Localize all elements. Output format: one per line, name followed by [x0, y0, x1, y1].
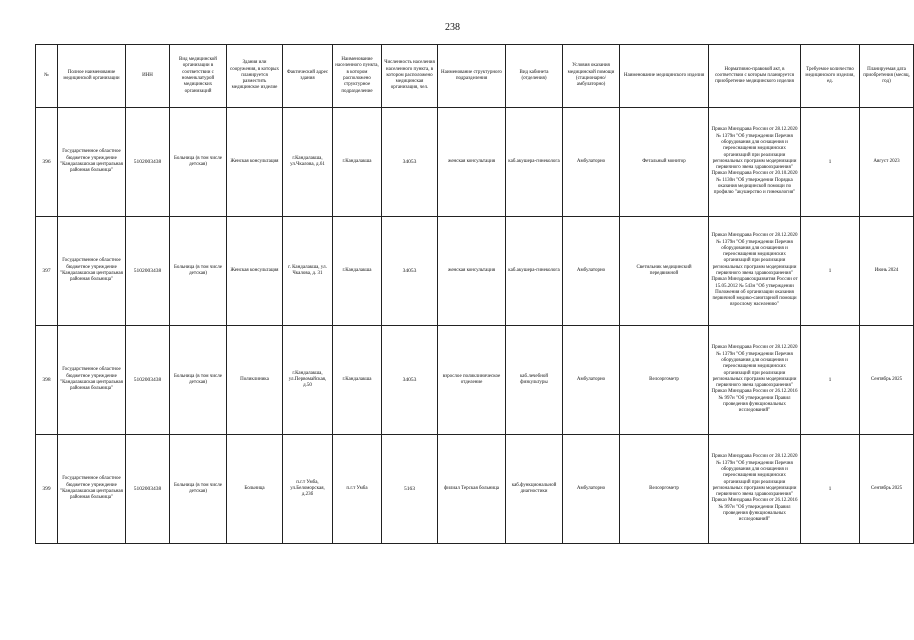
- header-num: №: [36, 45, 58, 108]
- cell-inn: 5102003438: [126, 326, 170, 435]
- table-row: [36, 217, 914, 326]
- header-locality: Наименование населенного пункта, в котором расположено структурное подразделение: [333, 45, 382, 108]
- cell-date: Июнь 2024: [860, 217, 914, 326]
- cell-org: Государственное областное бюджетное учреждение "Кандалакшская центральная районная больница": [58, 326, 126, 435]
- header-act: Нормативно-правовой акт, в соответствии с которым планируется приобретение медицинского изделия: [709, 45, 801, 108]
- cell-unit: филиал Терская больница: [438, 435, 506, 544]
- cell-num: 396: [36, 108, 58, 217]
- cell-locality: г.Кандалакша: [333, 326, 382, 435]
- cell-locality: г.Кандалакша: [333, 108, 382, 217]
- cell-qty: 1: [801, 217, 860, 326]
- cell-address: г.Кандалакша, ул.Первомайская, д.50: [283, 326, 333, 435]
- cell-act: Приказ Минздрава России от 28.12.2020 № 1379н "Об утверждении Перечня оборудования для оснащения и переоснащения медицинских организаций при реализации региональных программ модернизации первичного звена здравоохранения" Приказ Минздрава России от 20.10.2020 № 1130н "Об утверждении Порядка оказания медицинской помощи по профилю "акушерство и гинекология": [709, 108, 801, 217]
- cell-conditions: Амбулаторно: [563, 217, 620, 326]
- cell-unit: женская консультация: [438, 108, 506, 217]
- cell-act: Приказ Минздрава России от 28.12.2020 № 1379н "Об утверждении Перечня оборудования для оснащения и переоснащения медицинских организаций при реализации региональных программ модернизации первичного звена здравоохранения" Приказ Минздрава России от 26.12.2016 № 997н "Об утверждении Правил проведения функциональных исследований": [709, 326, 801, 435]
- cell-building: Больница: [227, 435, 283, 544]
- cell-device: Велоэргометр: [620, 326, 709, 435]
- cell-population: 34053: [382, 108, 438, 217]
- cell-org: Государственное областное бюджетное учреждение "Кандалакшская центральная районная больница": [58, 217, 126, 326]
- cell-population: 34053: [382, 217, 438, 326]
- header-conditions: Условия оказания медицинской помощи (стационарно/амбулаторно): [563, 45, 620, 108]
- header-qty: Требуемое количество медицинского изделия, ед.: [801, 45, 860, 108]
- cell-building: Женская консультация: [227, 108, 283, 217]
- cell-unit: женская консультация: [438, 217, 506, 326]
- cell-population: 34053: [382, 326, 438, 435]
- cell-num: 399: [36, 435, 58, 544]
- cell-org-type: Больница (в том числе детская): [170, 435, 227, 544]
- cell-num: 397: [36, 217, 58, 326]
- equipment-table: [35, 44, 914, 544]
- cell-conditions: Амбулаторно: [563, 326, 620, 435]
- cell-date: Август 2023: [860, 108, 914, 217]
- cell-building: Женская консультация: [227, 217, 283, 326]
- cell-address: г. Кандалакша, ул. Чкалова, д. 31: [283, 217, 333, 326]
- header-inn: ИНН: [126, 45, 170, 108]
- cell-inn: 5102003438: [126, 108, 170, 217]
- cell-org: Государственное областное бюджетное учреждение "Кандалакшская центральная районная больница": [58, 108, 126, 217]
- cell-cabinet: каб.функциональной диагностики: [506, 435, 563, 544]
- header-device: Наименование медицинского изделия: [620, 45, 709, 108]
- cell-num: 398: [36, 326, 58, 435]
- cell-cabinet: каб.акушера-гинеколога: [506, 217, 563, 326]
- cell-org-type: Больница (в том числе детская): [170, 217, 227, 326]
- cell-date: Сентябрь 2025: [860, 435, 914, 544]
- table-row: [36, 435, 914, 544]
- cell-building: Поликлиника: [227, 326, 283, 435]
- header-org-type: Вид медицинской организации в соответствии с номенклатурой медицинских организаций: [170, 45, 227, 108]
- cell-org-type: Больница (в том числе детская): [170, 108, 227, 217]
- cell-address: п.г.т Умба, ул.Беломорская, д.23б: [283, 435, 333, 544]
- header-unit: Наименование структурного подразделения: [438, 45, 506, 108]
- header-address: Фактический адрес здания: [283, 45, 333, 108]
- header-building: Здания или сооружения, в которых планируется разместить медицинское изделие: [227, 45, 283, 108]
- cell-act: Приказ Минздрава России от 28.12.2020 № 1379н "Об утверждении Перечня оборудования для оснащения и переоснащения медицинских организаций при реализации региональных программ модернизации первичного звена здравоохранения" Приказ Минздравсоцразвития России от 15.05.2012 № 543н "Об утверждении Положения об организации оказания первичной медико-санитарной помощи взрослому населению": [709, 217, 801, 326]
- header-row: [36, 45, 914, 108]
- cell-device: Фетальный монитор: [620, 108, 709, 217]
- cell-qty: 1: [801, 435, 860, 544]
- table-row: [36, 108, 914, 217]
- cell-cabinet: каб.акушера-гинеколога: [506, 108, 563, 217]
- cell-conditions: Амбулаторно: [563, 108, 620, 217]
- cell-org: Государственное областное бюджетное учреждение "Кандалакшская центральная районная больница": [58, 435, 126, 544]
- cell-locality: г.Кандалакша: [333, 217, 382, 326]
- header-population: Численность населения населенного пункта, в котором расположено медицинская организация, чел.: [382, 45, 438, 108]
- cell-inn: 5102003438: [126, 435, 170, 544]
- cell-address: г.Кандалакша, ул.Чкалова, д.61: [283, 108, 333, 217]
- cell-unit: взрослое поликлиническое отделение: [438, 326, 506, 435]
- cell-locality: п.г.т Умба: [333, 435, 382, 544]
- cell-org-type: Больница (в том числе детская): [170, 326, 227, 435]
- cell-act: Приказ Минздрава России от 28.12.2020 № 1379н "Об утверждении Перечня оборудования для оснащения и переоснащения медицинских организаций при реализации региональных программ модернизации первичного звена здравоохранения" Приказ Минздрава России от 26.12.2016 № 997н "Об утверждении Правил проведения функциональных исследований": [709, 435, 801, 544]
- cell-device: Велоэргометр: [620, 435, 709, 544]
- cell-population: 5163: [382, 435, 438, 544]
- cell-qty: 1: [801, 326, 860, 435]
- cell-device: Светильник медицинский передвижной: [620, 217, 709, 326]
- cell-cabinet: каб.лечебной физкультуры: [506, 326, 563, 435]
- header-org: Полное наименование медицинской организации: [58, 45, 126, 108]
- cell-inn: 5102003438: [126, 217, 170, 326]
- header-date: Планируемая дата приобретения (месяц, год): [860, 45, 914, 108]
- cell-date: Сентябрь 2025: [860, 326, 914, 435]
- cell-qty: 1: [801, 108, 860, 217]
- cell-conditions: Амбулаторно: [563, 435, 620, 544]
- table-row: [36, 326, 914, 435]
- page-number: 238: [445, 22, 460, 33]
- header-cabinet: Вид кабинета (отделения): [506, 45, 563, 108]
